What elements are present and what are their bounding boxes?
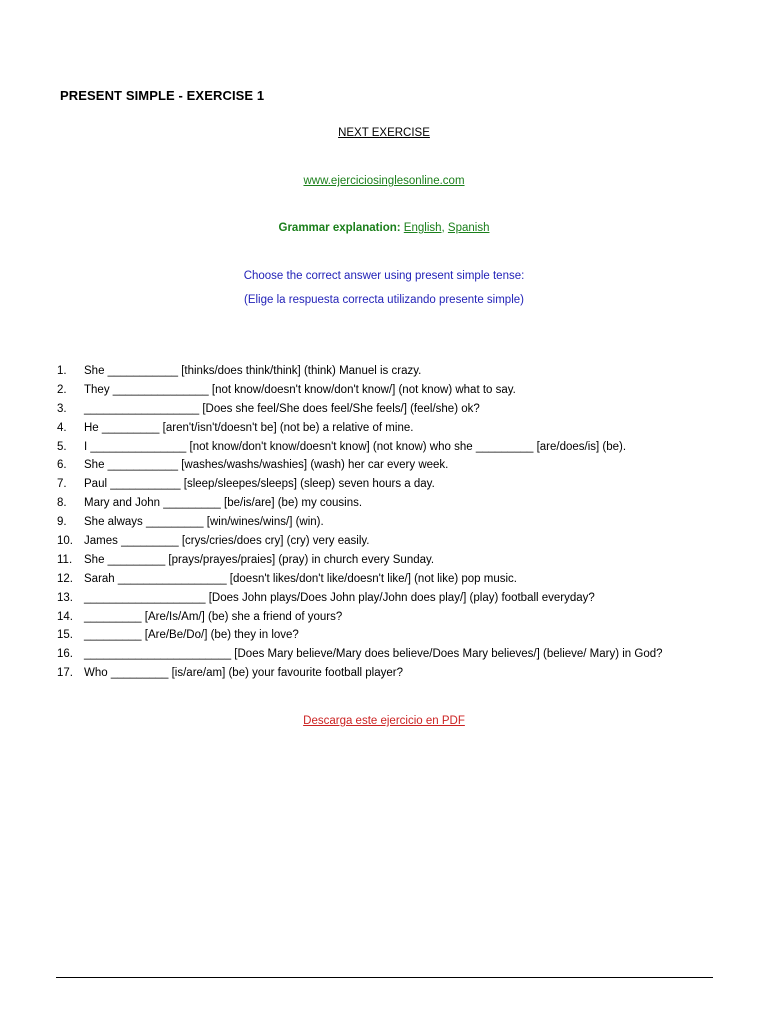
exercise-number: 15. [57, 629, 73, 642]
exercise-item-12 [57, 570, 663, 589]
exercise-number: 11. [57, 553, 73, 566]
instructions-spanish: (Elige la respuesta correcta utilizando presente simple) [244, 294, 524, 306]
exercise-number: 4. [57, 421, 67, 434]
exercise-item-6 [57, 456, 663, 475]
grammar-spanish-link[interactable]: Spanish [447, 222, 490, 234]
exercise-text: Sarah _________________ [doesn't likes/don't like/doesn't like/] (not like) pop music. [84, 572, 518, 585]
exercise-number: 7. [57, 478, 67, 491]
exercise-text: ___________________ [Does John plays/Does John play/John does play/] (play) football everyday? [84, 591, 595, 604]
exercise-text: She ___________ [washes/washs/washies] (wash) her car every week. [84, 459, 449, 472]
exercise-text: She ___________ [thinks/does think/think] (think) Manuel is crazy. [84, 365, 422, 377]
grammar-explanation [0, 222, 768, 234]
exercise-item-3 [57, 400, 663, 419]
exercise-text: Mary and John _________ [be/is/are] (be) my cousins. [84, 497, 363, 510]
exercise-text: They _______________ [not know/doesn't know/don't know/] (not know) what to say. [84, 383, 516, 396]
exercise-number: 17. [57, 667, 73, 680]
exercise-item-2 [57, 381, 663, 400]
exercise-item-13 [57, 589, 663, 608]
exercise-number: 14. [57, 610, 73, 623]
exercise-item-16 [57, 645, 663, 664]
exercise-item-11 [57, 551, 663, 570]
exercise-text: Who _________ [is/are/am] (be) your favourite football player? [84, 667, 403, 680]
exercise-item-10 [57, 532, 663, 551]
exercise-text: James _________ [crys/cries/does cry] (cry) very easily. [84, 535, 370, 548]
exercise-item-15 [57, 626, 663, 645]
exercise-text: __________________ [Does she feel/She does feel/She feels/] (feel/she) ok? [84, 402, 480, 415]
exercise-text: She _________ [prays/prayes/praies] (pray) in church every Sunday. [84, 553, 435, 566]
exercise-text: He _________ [aren't/isn't/doesn't be] (not be) a relative of mine. [84, 421, 414, 434]
page-title: PRESENT SIMPLE - EXERCISE 1 [60, 88, 265, 103]
pdf-download-link[interactable]: Descarga este ejercicio en PDF [303, 715, 465, 727]
exercise-number: 10. [57, 535, 73, 548]
exercise-item-17 [57, 664, 663, 683]
exercise-item-7 [57, 475, 663, 494]
exercise-item-9 [57, 513, 663, 532]
exercise-text: _________ [Are/Be/Do/] (be) they in love? [84, 629, 299, 642]
exercise-item-4 [57, 419, 663, 438]
exercise-list [57, 362, 663, 683]
exercise-number: 3. [57, 402, 67, 415]
exercise-item-8 [57, 494, 663, 513]
exercise-number: 1. [57, 365, 67, 377]
exercise-number: 5. [57, 440, 67, 453]
exercise-number: 9. [57, 516, 67, 529]
grammar-english-link[interactable]: English [403, 222, 442, 234]
exercise-item-1 [57, 362, 663, 381]
instructions-english: Choose the correct answer using present simple tense: [243, 270, 525, 282]
exercise-text: Paul ___________ [sleep/sleepes/sleeps] (sleep) seven hours a day. [84, 478, 435, 491]
grammar-separator: , [441, 222, 448, 234]
exercise-text: _______________________ [Does Mary believe/Mary does believe/Does Mary believes/] (believe/ Mary) in God? [84, 648, 663, 661]
exercise-number: 2. [57, 383, 67, 396]
exercise-number: 8. [57, 497, 67, 510]
exercise-text: I _______________ [not know/don't know/doesn't know] (not know) who she _________ [are/does/is] (be). [84, 440, 627, 453]
footer-divider [56, 977, 713, 978]
exercise-text: She always _________ [win/wines/wins/] (win). [84, 516, 324, 529]
exercise-item-5 [57, 438, 663, 457]
exercise-number: 12. [57, 572, 73, 585]
exercise-number: 13. [57, 591, 73, 604]
site-link[interactable]: www.ejerciciosinglesonline.com [303, 175, 465, 187]
exercise-number: 6. [57, 459, 67, 472]
exercise-number: 16. [57, 648, 73, 661]
next-exercise-link[interactable]: NEXT EXERCISE [338, 127, 430, 139]
grammar-label: Grammar explanation: [278, 222, 401, 234]
exercise-item-14 [57, 608, 663, 627]
exercise-text: _________ [Are/Is/Am/] (be) she a friend of yours? [84, 610, 343, 623]
